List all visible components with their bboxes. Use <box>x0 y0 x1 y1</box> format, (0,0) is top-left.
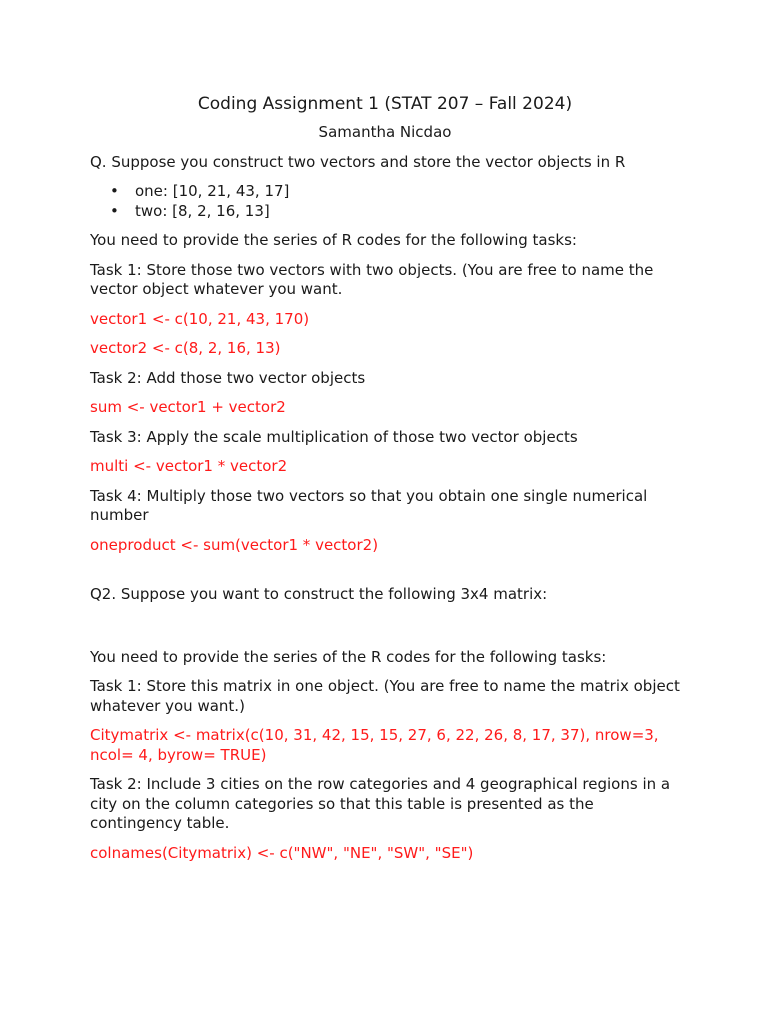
document-body <box>90 92 680 863</box>
q1-code-oneproduct: oneproduct <- sum(vector1 * vector2) <box>90 535 379 554</box>
spacer <box>90 555 680 575</box>
bullet-icon: • <box>110 182 119 200</box>
q1-intro: You need to provide the series of R codes for the following tasks: <box>90 231 577 249</box>
vector-one-text: one: [10, 21, 43, 17] <box>135 182 290 200</box>
q2-task-1: Task 1: Store this matrix in one object. (You are free to name the matrix object whatever you want.) <box>90 677 680 715</box>
q1-prompt: Q. Suppose you construct two vectors and store the vector objects in R <box>90 152 626 171</box>
q1-code-sum: sum <- vector1 + vector2 <box>90 398 286 416</box>
spacer <box>90 605 680 638</box>
q2-task-2: Task 2: Include 3 cities on the row categories and 4 geographical regions in a city on the column categories so that this table is presented as the contingency table. <box>90 775 671 832</box>
q1-task-3: Task 3: Apply the scale multiplication of those two vector objects <box>90 427 578 446</box>
vector-two-text: two: [8, 2, 16, 13] <box>135 201 270 220</box>
author-name: Samantha Nicdao <box>318 123 452 141</box>
q1-code-vector2: vector2 <- c(8, 2, 16, 13) <box>90 339 281 357</box>
q1-task-2: Task 2: Add those two vector objects <box>90 368 366 387</box>
q2-intro: You need to provide the series of the R codes for the following tasks: <box>90 647 607 666</box>
list-item <box>110 201 680 222</box>
vector-list <box>90 182 680 221</box>
bullet-icon: • <box>110 201 119 220</box>
q2-code-colnames: colnames(Citymatrix) <- c("NW", "NE", "SW", "SE") <box>90 843 474 862</box>
list-item <box>110 182 680 202</box>
q2-prompt: Q2. Suppose you want to construct the following 3x4 matrix: <box>90 585 548 603</box>
q2-code-citymatrix: Citymatrix <- matrix(c(10, 31, 42, 15, 15, 27, 6, 22, 26, 8, 17, 37), nrow=3, ncol= 4, byrow= TRUE) <box>90 726 659 764</box>
q1-task-1: Task 1: Store those two vectors with two objects. (You are free to name the vector object whatever you want. <box>90 260 654 298</box>
q1-code-multi: multi <- vector1 * vector2 <box>90 457 288 475</box>
q1-task-4: Task 4: Multiply those two vectors so that you obtain one single numerical number <box>90 486 648 524</box>
q1-code-vector1: vector1 <- c(10, 21, 43, 170) <box>90 309 310 328</box>
document-title: Coding Assignment 1 (STAT 207 – Fall 2024) <box>197 94 573 114</box>
